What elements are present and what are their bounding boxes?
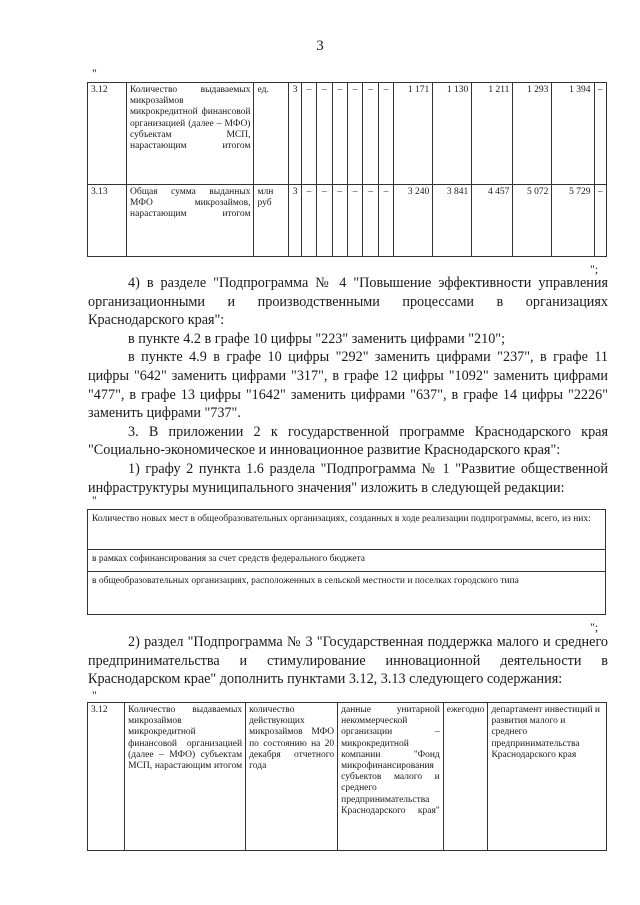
- paragraph: в пункте 4.9 в графе 10 цифры "292" заменить цифрами "237", в графе 11 цифры "642" заменить цифрами "317", в графе 12 цифры "1092" заменить цифрами "477", в графе 13 цифры "1642" заменить цифрами "637", в графе 14 цифры "2226" заменить цифрами "737".: [88, 349, 608, 422]
- table-cell: в общеобразовательных организациях, расположенных в сельской местности и поселках городского типа: [88, 572, 606, 615]
- value-cell: 5 729: [552, 185, 594, 257]
- page-number: 3: [316, 38, 324, 54]
- indicator-name: Количество выдаваемых микрозаймов микрокредитной финансовой организацией (далее – МФО) субъектам МСП, нарастающим итогом: [127, 83, 254, 185]
- close-quote: ";: [590, 620, 599, 634]
- amendment-text: [88, 633, 608, 689]
- table-row: [88, 510, 606, 550]
- value-cell: –: [301, 185, 316, 257]
- paragraph: 3. В приложении 2 к государственной программе Краснодарского края "Социально-экономическое и инновационное развитие Краснодарского края":: [88, 423, 608, 459]
- row-number: 3.12: [88, 703, 125, 851]
- paragraph: в пункте 4.2 в графе 10 цифры "223" заменить цифрами "210";: [128, 330, 506, 347]
- open-quote: ": [92, 66, 97, 80]
- indicator-table-bottom: [87, 702, 607, 851]
- value-cell: –: [594, 83, 606, 185]
- value-cell: –: [332, 83, 347, 185]
- table-cell: Количество новых мест в общеобразовательных организациях, созданных в ходе реализации подпрограммы, всего, из них:: [88, 510, 606, 550]
- data-source: данные унитарной некоммерческой организации – микрокредитной компании "Фонд микрофинансирования субъектов малого и среднего предпринимательства Краснодарского края": [338, 703, 444, 851]
- indicator-table-top: [87, 82, 607, 257]
- value-cell: –: [378, 185, 393, 257]
- value-cell: 1 211: [472, 83, 513, 185]
- value-cell: –: [594, 185, 606, 257]
- table-row: [88, 703, 607, 851]
- value-cell: –: [378, 83, 393, 185]
- value-cell: –: [332, 185, 347, 257]
- responsible-department: департамент инвестиций и развития малого и среднего предпринимательства Краснодарского края: [488, 703, 607, 851]
- row-number: 3.13: [88, 185, 127, 257]
- value-cell: –: [301, 83, 316, 185]
- indicator-table-middle: [87, 509, 606, 615]
- amendment-text: [88, 274, 608, 497]
- value-cell: –: [317, 83, 332, 185]
- calculation-method: количество действующих микрозаймов МФО по состоянию на 20 декабря отчетного года: [246, 703, 338, 851]
- open-quote: ": [92, 493, 97, 507]
- value-cell: 1 394: [552, 83, 594, 185]
- table-row: [88, 572, 606, 615]
- table-row: [88, 185, 607, 257]
- paragraph: 1) графу 2 пункта 1.6 раздела "Подпрограмма № 1 "Развитие общественной инфраструктуры муниципального значения" изложить в следующей редакции:: [88, 460, 608, 496]
- value-cell: –: [363, 83, 378, 185]
- frequency: ежегодно: [443, 703, 488, 851]
- unit: ед.: [254, 83, 289, 185]
- table-row: [88, 83, 607, 185]
- close-quote: ";: [590, 262, 599, 276]
- value-cell: 1 130: [433, 83, 472, 185]
- indicator-name: Количество выдаваемых микрозаймов микрокредитной финансовой организацией (далее – МФО) субъектам МСП, нарастающим итогом: [125, 703, 246, 851]
- value-cell: 3 841: [433, 185, 472, 257]
- open-quote: ": [92, 688, 97, 702]
- row-number: 3.12: [88, 83, 127, 185]
- paragraph: 2) раздел "Подпрограмма № 3 "Государственная поддержка малого и среднего предпринимательства и стимулирование инновационной деятельности в Краснодарском крае" дополнить пунктами 3.12, 3.13 следующего содержания:: [88, 634, 608, 688]
- value-cell: –: [317, 185, 332, 257]
- value-cell: –: [347, 83, 362, 185]
- status-cell: 3: [289, 185, 301, 257]
- value-cell: –: [363, 185, 378, 257]
- value-cell: –: [347, 185, 362, 257]
- unit: млн руб: [254, 185, 289, 257]
- value-cell: 4 457: [472, 185, 513, 257]
- value-cell: 1 171: [394, 83, 433, 185]
- value-cell: 5 072: [513, 185, 552, 257]
- indicator-name: Общая сумма выданных МФО микрозаймов, нарастающим итогом: [127, 185, 254, 257]
- status-cell: 3: [289, 83, 301, 185]
- table-row: [88, 550, 606, 572]
- value-cell: 1 293: [513, 83, 552, 185]
- table-cell: в рамках софинансирования за счет средств федерального бюджета: [88, 550, 606, 572]
- paragraph: 4) в разделе "Подпрограмма № 4 "Повышение эффективности управления организационными и производственными процессами в организациях Краснодарского края":: [88, 275, 608, 329]
- value-cell: 3 240: [394, 185, 433, 257]
